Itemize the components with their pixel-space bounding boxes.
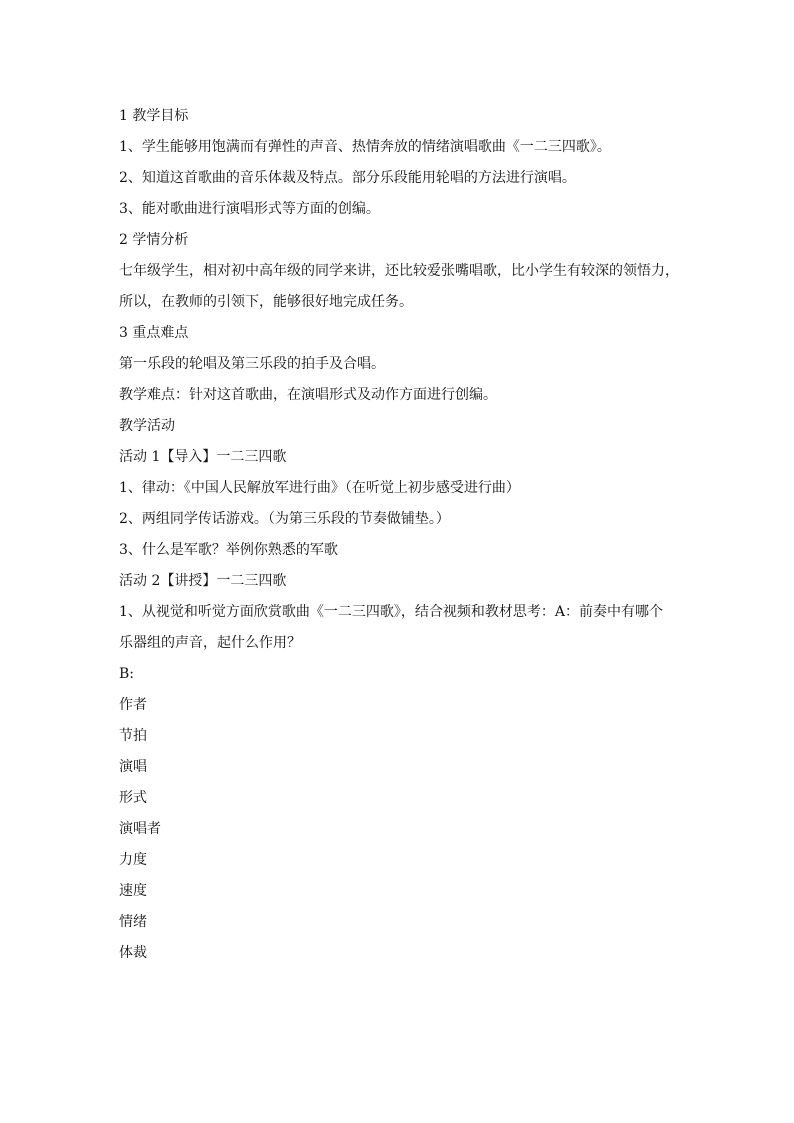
activity-1-item-2: 2、两组同学传话游戏。（为第三乐段的节奏做铺垫。） [119, 511, 450, 527]
goal-item-2: 2、知道这首歌曲的音乐体裁及特点。部分乐段能用轮唱的方法进行演唱。 [119, 170, 576, 186]
term-tempo: 速度 [119, 883, 147, 899]
term-emotion: 情绪 [119, 914, 147, 930]
section-heading-student-analysis: 2 学情分析 [119, 232, 189, 248]
activity-1-title: 活动 1【导入】一二三四歌 [119, 449, 287, 465]
term-dynamics: 力度 [119, 852, 147, 868]
activity-2-item-1-line-2: 乐器组的声音，起什么作用？ [119, 635, 301, 651]
key-point-text: 第一乐段的轮唱及第三乐段的拍手及合唱。 [119, 356, 385, 372]
document-body [119, 101, 679, 969]
section-heading-teaching-activities: 教学活动 [119, 418, 175, 434]
section-heading-teaching-goals: 1 教学目标 [119, 108, 189, 124]
term-singing: 演唱 [119, 759, 147, 775]
section-heading-key-difficulties: 3 重点难点 [119, 325, 189, 341]
term-singer: 演唱者 [119, 821, 161, 837]
goal-item-3: 3、能对歌曲进行演唱形式等方面的创编。 [119, 201, 380, 217]
activity-2-title: 活动 2【讲授】一二三四歌 [119, 573, 287, 589]
term-author: 作者 [119, 697, 147, 713]
student-analysis-line-1: 七年级学生，相对初中高年级的同学来讲，还比较爱张嘴唱歌，比小学生有较深的领悟力， [119, 263, 679, 279]
term-form: 形式 [119, 790, 147, 806]
term-meter: 节拍 [119, 728, 147, 744]
term-genre: 体裁 [119, 945, 147, 961]
student-analysis-line-2: 所以，在教师的引领下，能够很好地完成任务。 [119, 294, 413, 310]
goal-item-1: 1、学生能够用饱满而有弹性的声音、热情奔放的情绪演唱歌曲《一二三四歌》。 [119, 139, 611, 155]
activity-1-item-1: 1、律动：《中国人民解放军进行曲》（在听觉上初步感受进行曲） [119, 480, 520, 496]
activity-2-item-1-line-1: 1、从视觉和听觉方面欣赏歌曲《一二三四歌》，结合视频和教材思考：A：前奏中有哪个 [119, 604, 664, 620]
activity-2-item-b-label: B: [119, 666, 135, 682]
activity-1-item-3: 3、什么是军歌？举例你熟悉的军歌 [119, 542, 338, 558]
difficulty-text: 教学难点：针对这首歌曲，在演唱形式及动作方面进行创编。 [119, 387, 497, 403]
